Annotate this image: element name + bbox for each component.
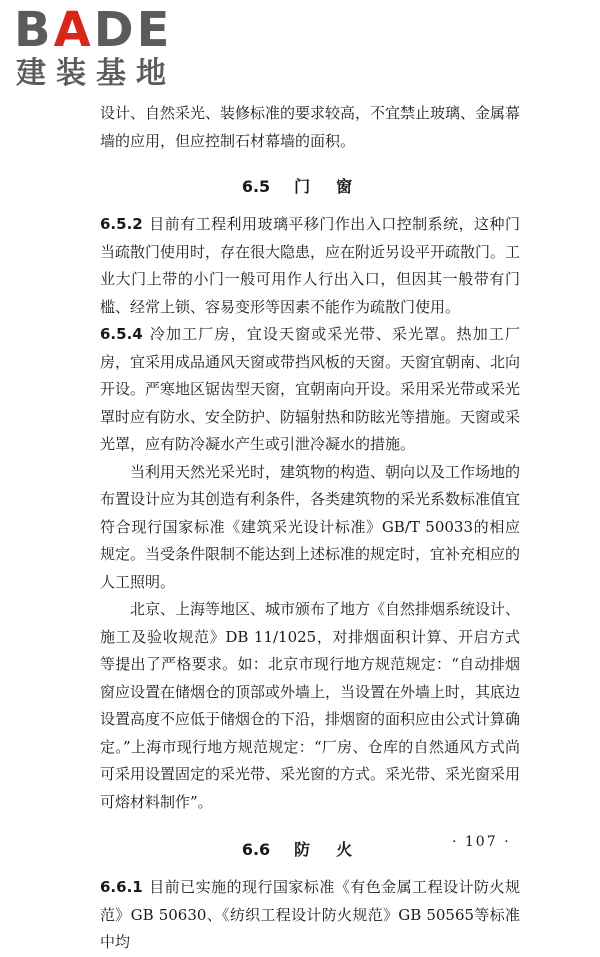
- clause-6-5-2: [100, 211, 520, 321]
- clause-6-6-1: [100, 874, 520, 957]
- logo-subtitle: 建装基地: [16, 56, 176, 91]
- section-heading-6-5: [100, 173, 520, 200]
- bade-logo: [14, 2, 184, 96]
- logo-wordmark: BADE: [14, 2, 173, 58]
- logo-accent-letter: A: [53, 2, 94, 58]
- section-title: 防火: [294, 840, 379, 859]
- clause-text: 目前有工程利用玻璃平移门作出入口控制系统，这种门当疏散门使用时，存在很大隐患，应在附近另设平开疏散门。工业大门上带的小门一般可用作人行出入口，但因其一般带有门槛、经常上锁、容易变形等因素不能作为疏散门使用。: [100, 215, 521, 316]
- paragraph-continued: 设计、自然采光、装修标准的要求较高，不宜禁止玻璃、金属幕墙的应用，但应控制石材幕墙的面积。: [100, 104, 521, 150]
- section-title: 门窗: [294, 177, 379, 196]
- clause-6-5-4: [100, 321, 520, 459]
- section-number: 6.5: [241, 177, 271, 196]
- clause-number: 6.5.4: [100, 325, 143, 343]
- paragraph-daylight: 当利用天然光采光时，建筑物的构造、朝向以及工作场地的布置设计应为其创造有利条件，各类建筑物的采光系数标准值宜符合现行国家标准《建筑采光设计标准》GB/T 50033的相应规定。当受条件限制不能达到上述标准的规定时，宜补充相应的人工照明。: [100, 462, 521, 591]
- clause-number: 6.5.2: [100, 215, 143, 233]
- paragraph-smoke-exhaust: 北京、上海等地区、城市颁布了地方《自然排烟系统设计、施工及验收规范》DB 11/1025，对排烟面积计算、开启方式等提出了严格要求。如：北京市现行地方规范规定：“自动排烟窗应设置在储烟仓的顶部或外墙上，当设置在外墙上时，其底边设置高度不应低于储烟仓的下沿，排烟窗的面积应由公式计算确定。”上海市现行地方规范规定：“厂房、仓库的自然通风方式尚可采用设置固定的采光带、采光窗的方式。采光带、采光窗采用可熔材料制作”。: [100, 600, 521, 811]
- section-number: 6.6: [241, 840, 271, 859]
- clause-number: 6.6.1: [100, 878, 143, 896]
- page-body: [100, 100, 520, 957]
- clause-text: 冷加工厂房，宜设天窗或采光带、采光罩。热加工厂房，宜采用成品通风天窗或带挡风板的天窗。天窗宜朝南、北向开设。严寒地区锯齿型天窗，宜朝南向开设。采用采光带或采光罩时应有防水、安全防护、防辐射热和防眩光等措施。天窗或采光罩，应有防冷凝水产生或引泄冷凝水的措施。: [100, 325, 521, 453]
- clause-text: 目前已实施的现行国家标准《有色金属工程设计防火规范》GB 50630、《纺织工程设计防火规范》GB 50565等标准中均: [100, 878, 520, 951]
- page-number: · 107 ·: [452, 834, 511, 850]
